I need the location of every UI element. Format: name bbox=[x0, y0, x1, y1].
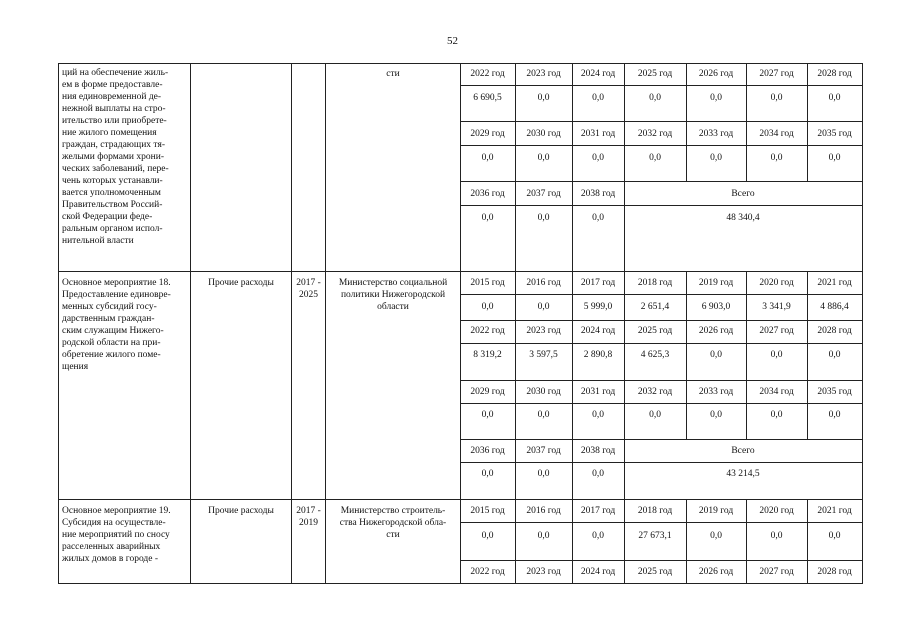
year-header: 2029 год bbox=[470, 129, 505, 139]
value-cell: 0,0 bbox=[649, 93, 661, 103]
year-header: 2023 год bbox=[526, 69, 561, 79]
value-cell: 0,0 bbox=[537, 93, 550, 103]
year-header: 2034 год bbox=[759, 129, 794, 139]
value-cell: 0,0 bbox=[537, 302, 550, 312]
year-header: 2036 год bbox=[470, 446, 505, 456]
year-header: 2028 год bbox=[817, 69, 852, 79]
total-label: Всего bbox=[731, 446, 755, 456]
description-line: желыми формами хрони- bbox=[62, 152, 164, 162]
value-cell: 0,0 bbox=[481, 410, 494, 420]
value-cell: 0,0 bbox=[710, 531, 722, 541]
value-cell: 8 319,2 bbox=[473, 350, 502, 360]
year-header: 2038 год bbox=[580, 446, 616, 456]
description-line: чень которых устанавли- bbox=[62, 176, 163, 186]
value-cell: 2 890,8 bbox=[583, 350, 613, 360]
description-line: ние жилого помещения bbox=[62, 128, 157, 138]
value-cell: 3 341,9 bbox=[762, 302, 791, 312]
value-cell: 0,0 bbox=[770, 350, 783, 360]
year-header: 2025 год bbox=[637, 69, 673, 79]
description-line: ние мероприятий по сносу bbox=[62, 530, 170, 540]
year-header: 2020 год bbox=[759, 506, 794, 516]
row3-period-end: 2019 bbox=[299, 518, 318, 528]
description-line: ческих заболеваний, пере- bbox=[62, 164, 169, 174]
value-cell: 6 903,0 bbox=[701, 302, 731, 312]
year-header: 2015 год bbox=[470, 506, 505, 516]
year-header: 2018 год bbox=[637, 278, 673, 288]
description-line: ительство или приобрете- bbox=[62, 116, 167, 126]
year-header: 2030 год bbox=[526, 387, 561, 397]
year-header: 2022 год bbox=[470, 567, 505, 577]
value-cell: 0,0 bbox=[481, 531, 494, 541]
row2-executor-line: политики Нижегородской bbox=[340, 290, 446, 300]
value-cell: 0,0 bbox=[828, 410, 841, 420]
year-header: 2027 год bbox=[759, 69, 794, 79]
year-header: 2035 год bbox=[817, 387, 852, 397]
year-header: 2024 год bbox=[580, 326, 616, 336]
value-cell: 0,0 bbox=[592, 410, 604, 420]
description-line: дарственным граждан- bbox=[62, 314, 155, 324]
year-header: 2028 год bbox=[817, 326, 852, 336]
description-line: нительной власти bbox=[62, 236, 134, 246]
description-line: Основное мероприятие 18. bbox=[62, 278, 171, 288]
value-cell: 0,0 bbox=[592, 531, 604, 541]
value-cell: 0,0 bbox=[537, 153, 550, 163]
year-header: 2036 год bbox=[470, 189, 505, 199]
year-header: 2021 год bbox=[817, 506, 852, 516]
value-cell: 0,0 bbox=[481, 213, 494, 223]
value-cell: 0,0 bbox=[592, 93, 604, 103]
total-value: 43 214,5 bbox=[726, 469, 760, 479]
description-line: Субсидия на осуществле- bbox=[62, 518, 166, 528]
year-header: 2016 год bbox=[526, 278, 561, 288]
year-header: 2022 год bbox=[470, 326, 505, 336]
value-cell: 0,0 bbox=[481, 153, 494, 163]
year-header: 2024 год bbox=[580, 567, 616, 577]
value-cell: 0,0 bbox=[537, 469, 550, 479]
value-cell: 27 673,1 bbox=[638, 531, 672, 541]
value-cell: 0,0 bbox=[710, 350, 722, 360]
description-line: Правительством Россий- bbox=[62, 200, 163, 210]
year-header: 2038 год bbox=[580, 189, 616, 199]
value-cell: 0,0 bbox=[592, 469, 604, 479]
year-header: 2027 год bbox=[759, 326, 794, 336]
year-header: 2032 год bbox=[637, 387, 673, 397]
year-header: 2025 год bbox=[637, 567, 673, 577]
value-cell: 0,0 bbox=[649, 410, 661, 420]
year-header: 2016 год bbox=[526, 506, 561, 516]
year-header: 2023 год bbox=[526, 326, 561, 336]
value-cell: 4 625,3 bbox=[640, 350, 670, 360]
description-line: Основное мероприятие 19. bbox=[62, 506, 171, 516]
year-header: 2037 год bbox=[526, 446, 561, 456]
value-cell: 0,0 bbox=[710, 153, 722, 163]
year-header: 2029 год bbox=[470, 387, 505, 397]
description-line: обретение жилого поме- bbox=[62, 350, 161, 360]
year-header: 2019 год bbox=[698, 278, 734, 288]
description-line: ций на обеспечение жиль- bbox=[62, 68, 169, 78]
year-header: 2019 год bbox=[698, 506, 734, 516]
value-cell: 4 886,4 bbox=[820, 302, 849, 312]
year-header: 2021 год bbox=[817, 278, 852, 288]
value-cell: 0,0 bbox=[481, 302, 494, 312]
description-line: ским служащим Нижего- bbox=[62, 326, 164, 336]
year-header: 2034 год bbox=[759, 387, 794, 397]
value-cell: 0,0 bbox=[537, 410, 550, 420]
value-cell: 6 690,5 bbox=[473, 93, 502, 103]
row2-expense-type: Прочие расходы bbox=[208, 278, 274, 288]
row3-expense-type: Прочие расходы bbox=[208, 506, 274, 516]
value-cell: 0,0 bbox=[828, 531, 841, 541]
page-number: 52 bbox=[447, 35, 458, 47]
description-line: ем в форме предоставле- bbox=[62, 80, 163, 90]
row3-executor-line: ства Нижегородской обла- bbox=[339, 518, 447, 528]
year-header: 2035 год bbox=[817, 129, 852, 139]
row2-period-end: 2025 bbox=[299, 290, 318, 300]
value-cell: 0,0 bbox=[828, 93, 841, 103]
description-line: вается уполномоченным bbox=[62, 188, 161, 198]
value-cell: 0,0 bbox=[828, 153, 841, 163]
year-header: 2018 год bbox=[637, 506, 673, 516]
description-line: ральным органом испол- bbox=[62, 224, 163, 234]
value-cell: 0,0 bbox=[770, 93, 783, 103]
description-line: родской области на при- bbox=[62, 338, 161, 348]
year-header: 2022 год bbox=[470, 69, 505, 79]
year-header: 2026 год bbox=[698, 326, 734, 336]
value-cell: 0,0 bbox=[537, 531, 550, 541]
row2-executor-line: Министерство социальной bbox=[338, 278, 448, 288]
year-header: 2031 год bbox=[580, 387, 616, 397]
value-cell: 2 651,4 bbox=[640, 302, 670, 312]
year-header: 2020 год bbox=[759, 278, 794, 288]
value-cell: 5 999,0 bbox=[583, 302, 613, 312]
row2-executor-line: области bbox=[377, 302, 409, 312]
year-header: 2017 год bbox=[580, 506, 616, 516]
year-header: 2027 год bbox=[759, 567, 794, 577]
description-line: расселенных аварийных bbox=[62, 542, 161, 552]
value-cell: 0,0 bbox=[481, 469, 494, 479]
value-cell: 0,0 bbox=[710, 93, 722, 103]
year-header: 2017 год bbox=[580, 278, 616, 288]
value-cell: 0,0 bbox=[770, 531, 783, 541]
year-header: 2037 год bbox=[526, 189, 561, 199]
value-cell: 0,0 bbox=[592, 153, 604, 163]
year-header: 2031 год bbox=[580, 129, 616, 139]
row3-executor-line: сти bbox=[386, 530, 400, 540]
value-cell: 0,0 bbox=[537, 213, 550, 223]
total-value: 48 340,4 bbox=[726, 213, 760, 223]
row3-executor-line: Министерство строитель- bbox=[340, 506, 446, 516]
year-header: 2023 год bbox=[526, 567, 561, 577]
description-line: ния единовременной де- bbox=[62, 92, 162, 102]
year-header: 2026 год bbox=[698, 567, 734, 577]
value-cell: 0,0 bbox=[710, 410, 722, 420]
year-header: 2026 год bbox=[698, 69, 734, 79]
year-header: 2024 год bbox=[580, 69, 616, 79]
year-header: 2030 год bbox=[526, 129, 561, 139]
value-cell: 0,0 bbox=[592, 213, 604, 223]
description-line: нежной выплаты на стро- bbox=[62, 104, 166, 114]
description-line: жилых домов в городе - bbox=[62, 554, 159, 564]
year-header: 2015 год bbox=[470, 278, 505, 288]
year-header: 2032 год bbox=[637, 129, 673, 139]
year-header: 2025 год bbox=[637, 326, 673, 336]
value-cell: 0,0 bbox=[828, 350, 841, 360]
value-cell: 0,0 bbox=[649, 153, 661, 163]
year-header: 2028 год bbox=[817, 567, 852, 577]
description-line: щения bbox=[62, 362, 89, 372]
value-cell: 0,0 bbox=[770, 410, 783, 420]
description-line: граждан, страдающих тя- bbox=[62, 140, 165, 150]
value-cell: 3 597,5 bbox=[529, 350, 558, 360]
value-cell: 0,0 bbox=[770, 153, 783, 163]
description-line: ской Федерации феде- bbox=[62, 212, 153, 222]
row2-period-start: 2017 - bbox=[296, 278, 321, 288]
year-header: 2033 год bbox=[698, 129, 734, 139]
year-header: 2033 год bbox=[698, 387, 734, 397]
description-line: Предоставление единовре- bbox=[62, 290, 171, 300]
total-label: Всего bbox=[731, 189, 755, 199]
row1-executor: сти bbox=[386, 69, 400, 79]
row3-period-start: 2017 - bbox=[296, 506, 321, 516]
description-line: менных субсидий госу- bbox=[62, 302, 157, 312]
